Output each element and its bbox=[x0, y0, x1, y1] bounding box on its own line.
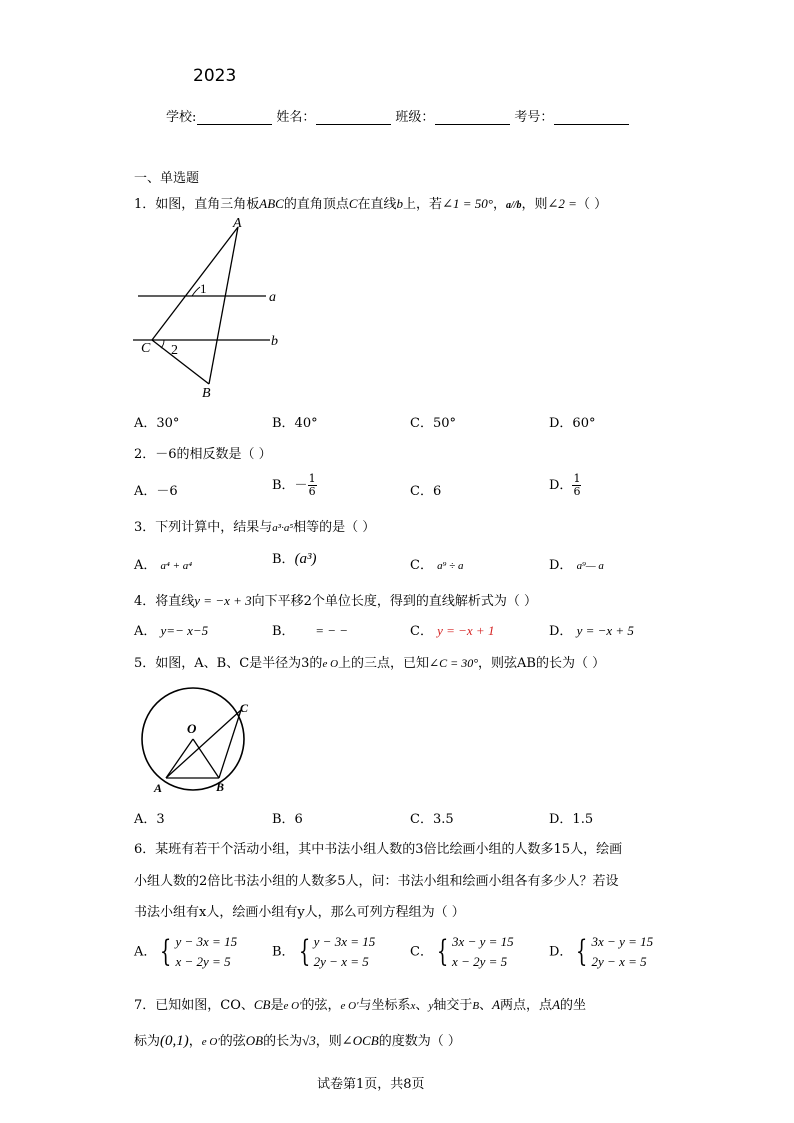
name-field[interactable] bbox=[316, 110, 391, 125]
q1-option-b[interactable]: B．40° bbox=[272, 416, 318, 431]
center-o-label: O bbox=[187, 721, 197, 736]
q1-option-c[interactable]: C．50° bbox=[410, 416, 456, 431]
q6-option-a[interactable]: A． { y − 3x = 15 x − 2y = 5 bbox=[134, 934, 238, 969]
q6-option-b[interactable]: B． { y − 3x = 15 2y − x = 5 bbox=[272, 934, 376, 969]
question-4-text: 4．将直线y = −x + 3向下平移2个单位长度，得到的直线解析式为（ ） bbox=[134, 593, 538, 609]
q3-option-d[interactable]: D． a⁹— a bbox=[549, 558, 604, 573]
question-3-text: 3．下列计算中，结果与a³·a⁵相等的是（ ） bbox=[134, 520, 376, 535]
point-a-label: A bbox=[154, 781, 163, 795]
angle-1-label: 1 bbox=[200, 281, 207, 296]
q6-option-d[interactable]: D． { 3x − y = 15 2y − x = 5 bbox=[549, 934, 654, 969]
point-c-label: C bbox=[141, 341, 151, 356]
angle-2-label: 2 bbox=[171, 343, 178, 358]
q4-option-d[interactable]: D． y = −x + 5 bbox=[549, 623, 634, 639]
q6-option-c[interactable]: C． { 3x − y = 15 x − 2y = 5 bbox=[410, 934, 514, 969]
q3-option-b[interactable]: B．(a³) bbox=[272, 551, 317, 567]
question-6-line-1: 6．某班有若干个活动小组，其中书法小组人数的3倍比绘画小组的人数多15人，绘画 bbox=[134, 842, 623, 857]
question-5-text: 5．如图，A、B、C是半径为3的e O上的三点，已知∠C = 30°，则弦AB的长为（ ） bbox=[134, 656, 606, 671]
question-6-line-3: 书法小组有x人，绘画小组有y人，那么可列方程组为（ ） bbox=[134, 905, 465, 920]
school-field[interactable] bbox=[197, 110, 272, 125]
q2-option-d[interactable]: D． $\frac{1}{6}$ bbox=[549, 472, 581, 498]
exam-number-label: 考号： bbox=[514, 110, 554, 125]
exam-number-field[interactable] bbox=[554, 110, 629, 125]
q3-option-a[interactable]: A． a⁴ + a⁴ bbox=[134, 558, 193, 573]
name-label: 姓名： bbox=[276, 110, 316, 125]
point-b-label: B bbox=[202, 386, 211, 400]
q1-option-a[interactable]: A．30° bbox=[134, 416, 180, 431]
point-b-label: B bbox=[216, 780, 225, 794]
question-2-text: 2．－6的相反数是（ ） bbox=[134, 447, 272, 462]
point-c-label: C bbox=[240, 701, 249, 715]
q4-option-b[interactable]: B． = − − bbox=[272, 623, 349, 639]
q3-option-c[interactable]: C． a⁹ ÷ a bbox=[410, 558, 464, 573]
class-label: 班级： bbox=[395, 110, 435, 125]
point-a-label: A bbox=[233, 216, 242, 231]
question-6-line-2: 小组人数的2倍比书法小组的人数多5人，问：书法小组和绘画小组各有多少人？若设 bbox=[134, 874, 619, 889]
question-1-text: 1．如图，直角三角板ABC的直角顶点C在直线b上，若∠1 = 50°，a//b，则∠2 =（ ） bbox=[134, 196, 608, 212]
q1-option-d[interactable]: D．60° bbox=[549, 416, 596, 431]
q2-option-b[interactable]: B．－ $\frac{1}{6}$ bbox=[272, 472, 316, 498]
question-7-line-2: 标为(0,1)，e O′的弦OB的长为√3，则∠OCB的度数为（ ） bbox=[134, 1033, 461, 1049]
school-label: 学校: bbox=[166, 110, 197, 125]
exam-year: 2023 bbox=[193, 66, 237, 86]
question-1-figure bbox=[130, 214, 290, 400]
q5-option-d[interactable]: D．1.5 bbox=[549, 812, 594, 827]
q5-option-c[interactable]: C．3.5 bbox=[410, 812, 454, 827]
line-a-label: a bbox=[269, 290, 276, 305]
section-title: 一、单选题 bbox=[134, 171, 200, 186]
q2-option-c[interactable]: C．6 bbox=[410, 484, 442, 499]
q2-option-a[interactable]: A．－6 bbox=[134, 484, 178, 499]
student-info-row bbox=[166, 106, 633, 125]
line-b-label: b bbox=[271, 334, 278, 349]
class-field[interactable] bbox=[435, 110, 510, 125]
q5-option-a[interactable]: A．3 bbox=[134, 812, 165, 827]
question-7-line-1: 7．已知如图，CO、CB是e O′的弦，e O′与坐标系x、y轴交于B、A两点，点A的坐 bbox=[134, 997, 587, 1013]
question-5-figure bbox=[130, 682, 260, 798]
q4-option-a[interactable]: A． y=− x−5 bbox=[134, 623, 209, 639]
page-footer: 试卷第1页，共8页 bbox=[317, 1077, 425, 1092]
q5-option-b[interactable]: B．6 bbox=[272, 812, 303, 827]
q4-option-c[interactable]: C． y = −x + 1 bbox=[410, 623, 495, 639]
